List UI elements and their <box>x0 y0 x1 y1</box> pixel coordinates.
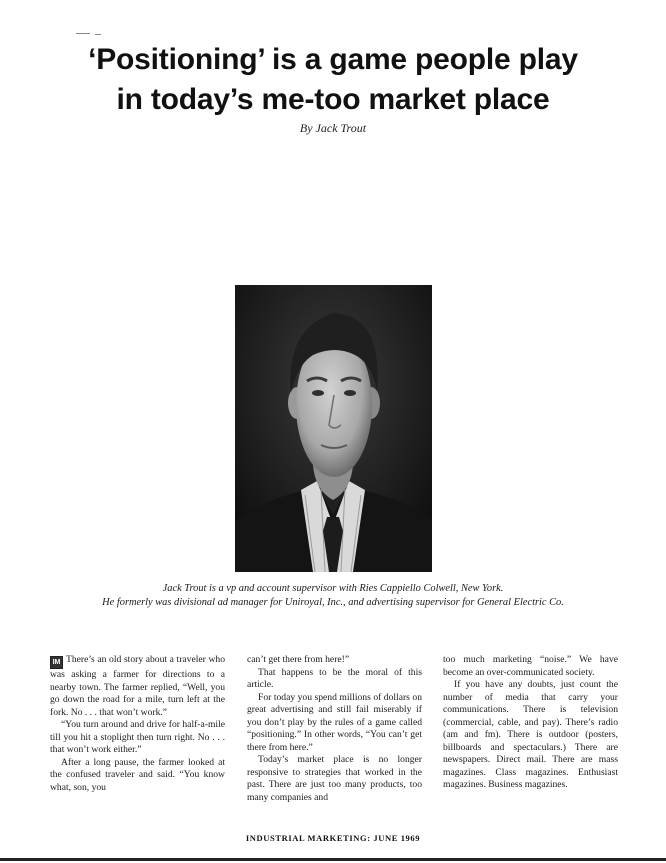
paragraph: For today you spend millions of dollars on great advertising and still fail miserably if you don’t play by the rules of a game called “positioning.” In other words, “You can’t get there from here.” <box>247 691 422 753</box>
caption-line-1: Jack Trout is a vp and account supervisor with Ries Cappiello Colwell, New York. <box>162 583 504 594</box>
left-eye <box>312 390 324 396</box>
paragraph: too much marketing “noise.” We have become an over-communicated society. <box>443 654 618 678</box>
paragraph: That happens to be the moral of this article. <box>247 666 422 690</box>
paragraph <box>50 654 225 719</box>
page-footer: INDUSTRIAL MARKETING: JUNE 1969 <box>245 833 421 843</box>
paragraph: After a long pause, the farmer looked at the confused traveler and said. “You know what, son, you <box>50 756 225 793</box>
paragraph: “You turn around and drive for half-a-mile till you hit a stoplight then turn right. No . . . that won’t work either.” <box>50 719 225 755</box>
body-column-1 <box>50 654 225 794</box>
bottom-rule <box>0 858 666 861</box>
photo-caption <box>0 582 666 610</box>
portrait-photo <box>235 285 432 572</box>
scan-speck <box>95 34 101 35</box>
magazine-logo-icon: IM <box>50 656 63 669</box>
right-eye <box>344 390 356 396</box>
scan-speck <box>76 33 90 34</box>
caption-line-2: He formerly was divisional ad manager for Uniroyal, Inc., and advertising supervisor for General Electric Co. <box>102 597 564 608</box>
title-line-2: in today’s me-too market place <box>116 83 550 116</box>
body-column-3 <box>443 654 618 792</box>
byline: By Jack Trout <box>299 121 367 135</box>
article-title <box>0 40 666 120</box>
title-line-1: ‘Positioning’ is a game people play <box>88 43 578 76</box>
paragraph-text: There’s an old story about a traveler who was asking a farmer for directions to a nearby town. The farmer replied, “Well, you go down the road for a mile, turn left at the fork. No . . . that won’t work.” <box>50 654 225 718</box>
body-column-2 <box>247 654 422 804</box>
paragraph: If you have any doubts, just count the number of media that carry your communications. There is television (commercial, cable, and pay). There’s radio (am and fm). There is outdoor (posters, billboards and spectaculars.) There are newspapers. Direct mail. There are mass magazines. Class magazines. Enthusiast magazines. Business magazines. <box>443 679 618 790</box>
paragraph: Today’s market place is no longer responsive to strategies that worked in the past. There are just too many products, too many companies and <box>247 754 422 803</box>
portrait-illustration <box>235 285 432 572</box>
paragraph: can’t get there from here!” <box>247 654 350 665</box>
